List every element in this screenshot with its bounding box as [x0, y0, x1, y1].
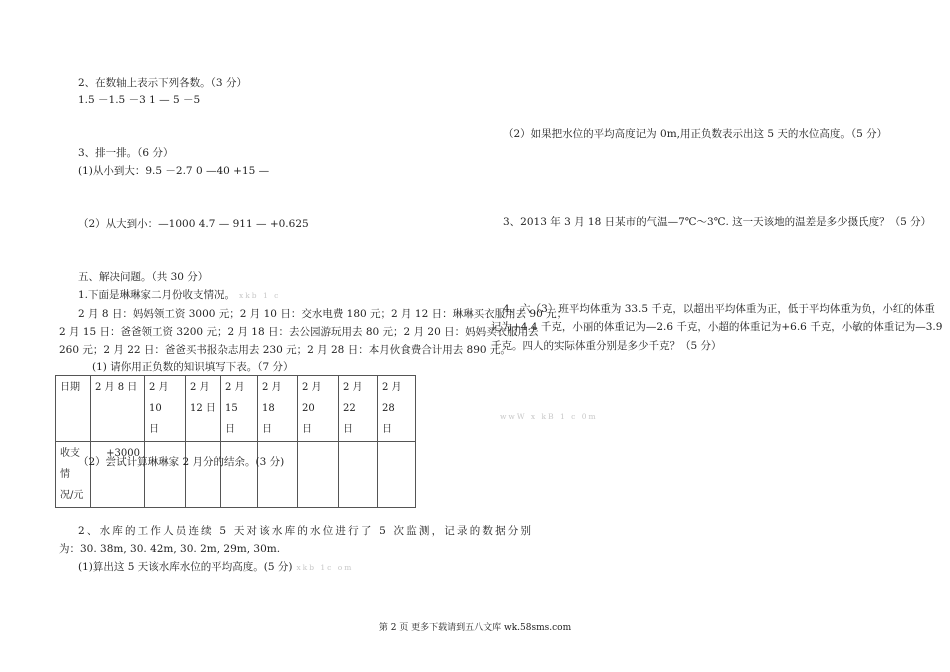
problem1-line2: 2 月 15 日：爸爸领工资 3200 元；2 月 18 日：去公园游玩用去 80 元；2 月 20 日：妈妈买衣服用去 [59, 326, 539, 338]
table-header-cell: 2 月 10 日 [145, 376, 186, 442]
q2-numbers: 1.5 －1.5 －3 1 — 5 －5 [78, 94, 201, 106]
watermark-text: xkb 1 c [239, 291, 281, 300]
page-footer: 第 2 页 更多下载请到五八文库 wk.58sms.com [378, 623, 572, 633]
table-header-cell: 2 月 15 日 [221, 376, 258, 442]
table-header-cell: 2 月 18 日 [258, 376, 298, 442]
problem1-intro-text: 1.下面是琳琳家二月份收支情况。 [78, 289, 236, 301]
problem1-intro [78, 288, 280, 302]
problem4-line2: 记为+4.4 千克，小丽的体重记为—2.6 千克，小超的体重记为+6.6 千克，小敏的体重记为—3.9 [491, 321, 943, 333]
table-cell [221, 442, 258, 508]
table-header-cell: 2 月 28 日 [378, 376, 416, 442]
problem2-sub1-text: (1)算出这 5 天该水库水位的平均高度。(5 分) [78, 561, 293, 573]
problem1-line1: 2 月 8 日：妈妈领工资 3000 元；2 月 10 日：交水电费 180 元；2 月 12 日：琳琳买衣服用去 90 元； [78, 308, 568, 320]
table-row [56, 442, 416, 508]
table-header-cell: 2 月 22 日 [339, 376, 378, 442]
row-label-cell: 收支情 况/元 [56, 442, 91, 508]
watermark-text: wwW x kB 1 c 0m [500, 412, 598, 421]
section5-title: 五、解决问题。（共 30 分） [78, 271, 209, 283]
table-header-cell: 2 月 8 日 [91, 376, 145, 442]
problem2-sub1 [78, 560, 353, 574]
income-expense-table [55, 375, 416, 508]
table-header-cell: 日期 [56, 376, 91, 442]
q3-title: 3、排一排。（6 分） [78, 147, 174, 159]
problem1-line3: 260 元；2 月 22 日：爸爸买书报杂志用去 230 元；2 月 28 日：本月伙食费合计用去 890 元。 [59, 344, 511, 356]
table-cell [145, 442, 186, 508]
table-header-cell: 2 月 12 日 [186, 376, 221, 442]
table-cell [298, 442, 339, 508]
problem3: 3、2013 年 3 月 18 日某市的气温—7℃～3℃. 这一天该地的温差是多少摄氏度？（5 分） [503, 216, 932, 228]
table-header-row [56, 376, 416, 442]
table-cell [339, 442, 378, 508]
table-cell: +3000 [91, 442, 145, 508]
table-cell [258, 442, 298, 508]
problem2-line2: 为：30. 38m, 30. 42m, 30. 2m, 29m, 30m. [59, 543, 281, 555]
q3-part1: (1)从小到大：9.5 －2.7 0 —40 +15 — [78, 165, 270, 177]
problem2-line1: 2、水库的工作人员连续 5 天对该水库的水位进行了 5 次监测，记录的数据分别 [78, 525, 534, 537]
problem1-sub2: （2）尝试计算琳琳家 2 月分的结余。(3 分) [78, 456, 285, 468]
problem4-line1: 4、六（3）班平均体重为 33.5 千克，以超出平均体重为正，低于平均体重为负，小红的体重 [503, 303, 935, 315]
watermark-text: xkb 1c om [296, 563, 354, 572]
problem4-line3: 千克。四人的实际体重分别是多少千克？（5 分） [491, 340, 722, 352]
table-cell [378, 442, 416, 508]
problem2-sub2: （2）如果把水位的平均高度记为 0m,用正负数表示出这 5 天的水位高度。（5 分） [503, 128, 888, 140]
problem1-sub1: (1) 请你用正负数的知识填写下表。（7 分） [92, 361, 294, 373]
table-cell [186, 442, 221, 508]
table-header-cell: 2 月 20 日 [298, 376, 339, 442]
q2-title: 2、在数轴上表示下列各数。（3 分） [78, 77, 247, 89]
q3-part2: （2）从大到小：—1000 4.7 — 911 — +0.625 [78, 218, 309, 230]
